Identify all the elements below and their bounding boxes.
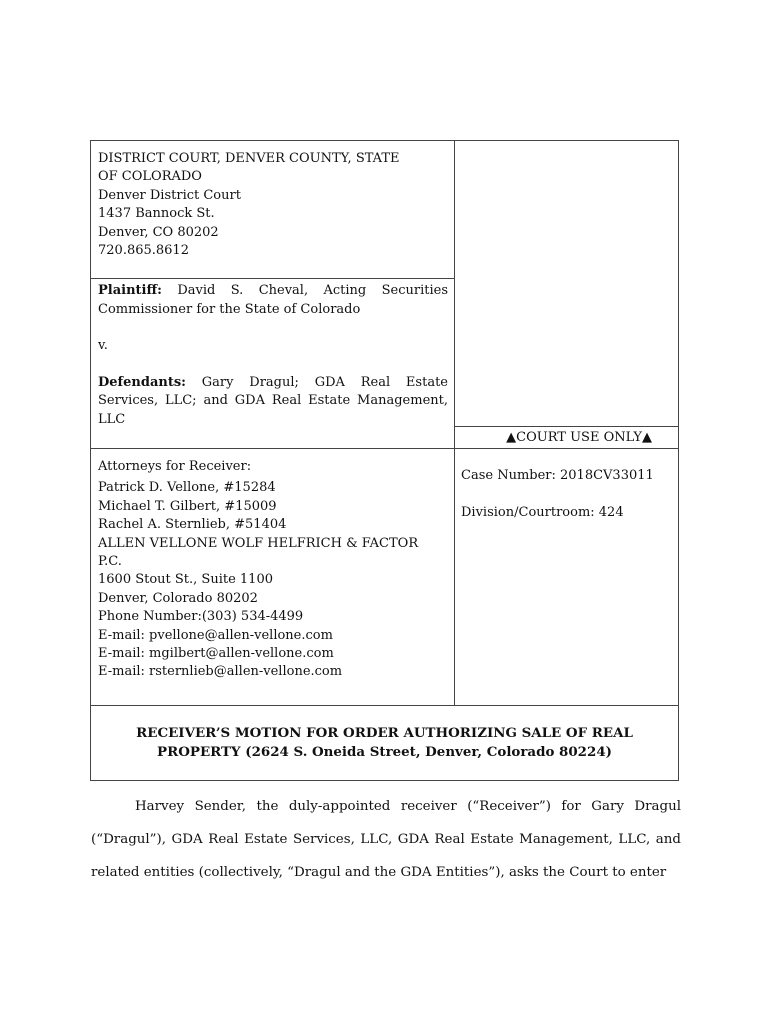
caption-table [90, 140, 679, 781]
attorneys-heading: Attorneys for Receiver: [98, 459, 252, 474]
defendants-paragraph [98, 374, 448, 430]
motion-title [91, 706, 678, 780]
court-line: DISTRICT COURT, DENVER COUNTY, STATE [98, 151, 400, 166]
court-line: 720.865.8612 [98, 243, 189, 259]
division-courtroom: Division/Courtroom: 424 [461, 505, 624, 520]
attorney-line: Phone Number:(303) 534-4499 [98, 609, 304, 625]
attorney-line: Patrick D. Vellone, #15284 [98, 480, 276, 496]
attorney-line: Rachel A. Sternlieb, #51404 [98, 517, 287, 533]
court-line: 1437 Bannock St. [98, 206, 215, 222]
attorneys-block [91, 449, 454, 682]
caption-row-attorneys [91, 449, 678, 706]
versus: v. [98, 338, 108, 354]
attorney-email: E-mail: pvellone@allen-vellone.com [98, 627, 333, 643]
attorney-email: E-mail: rsternlieb@allen-vellone.com [98, 664, 343, 680]
defendants-label: Defendants: [98, 374, 186, 390]
caption-right-cell [455, 141, 678, 448]
case-info-cell [455, 449, 678, 705]
court-use-only-label: ▲COURT USE ONLY▲ [455, 426, 678, 448]
attorney-line: Denver, Colorado 80202 [98, 590, 258, 606]
caption-row-parties [91, 141, 678, 449]
court-block [91, 141, 454, 279]
plaintiff-text: David S. Cheval, Acting Securities Commissioner for the State of Colorado [98, 283, 448, 317]
motion-title-line: PROPERTY (2624 S. Oneida Street, Denver, Colorado 80224) [157, 743, 612, 760]
body-text [91, 790, 681, 889]
motion-title-line: RECEIVER’S MOTION FOR ORDER AUTHORIZING SALE OF REAL [136, 725, 633, 741]
attorney-line: 1600 Stout St., Suite 1100 [98, 572, 273, 588]
plaintiff-label: Plaintiff: [98, 283, 162, 298]
caption-row-title [91, 706, 678, 780]
plaintiff-paragraph [98, 282, 448, 319]
court-line: Denver, CO 80202 [98, 224, 219, 240]
case-number: Case Number: 2018CV33011 [461, 468, 654, 483]
attorney-line: Michael T. Gilbert, #15009 [98, 498, 277, 514]
attorney-line: ALLEN VELLONE WOLF HELFRICH & FACTOR [98, 535, 419, 551]
court-line: OF COLORADO [98, 169, 202, 185]
attorney-email: E-mail: mgilbert@allen-vellone.com [98, 646, 334, 662]
caption-left-cell [91, 141, 455, 448]
court-line: Denver District Court [98, 187, 241, 203]
attorneys-cell [91, 449, 455, 705]
attorney-line: P.C. [98, 554, 122, 570]
defendants-text: Gary Dragul; GDA Real Estate Services, LLC; and GDA Real Estate Management, LLC [98, 374, 448, 427]
parties-block [91, 279, 454, 430]
case-info [455, 449, 678, 522]
body-paragraph: Harvey Sender, the duly-appointed receiver (“Receiver”) for Gary Dragul (“Dragul”), GDA Real Estate Services, LLC, GDA Real Estate Management, LLC, and related entities (collectively, “Dragul and the GDA Entities”), asks the Court to enter [91, 799, 681, 880]
